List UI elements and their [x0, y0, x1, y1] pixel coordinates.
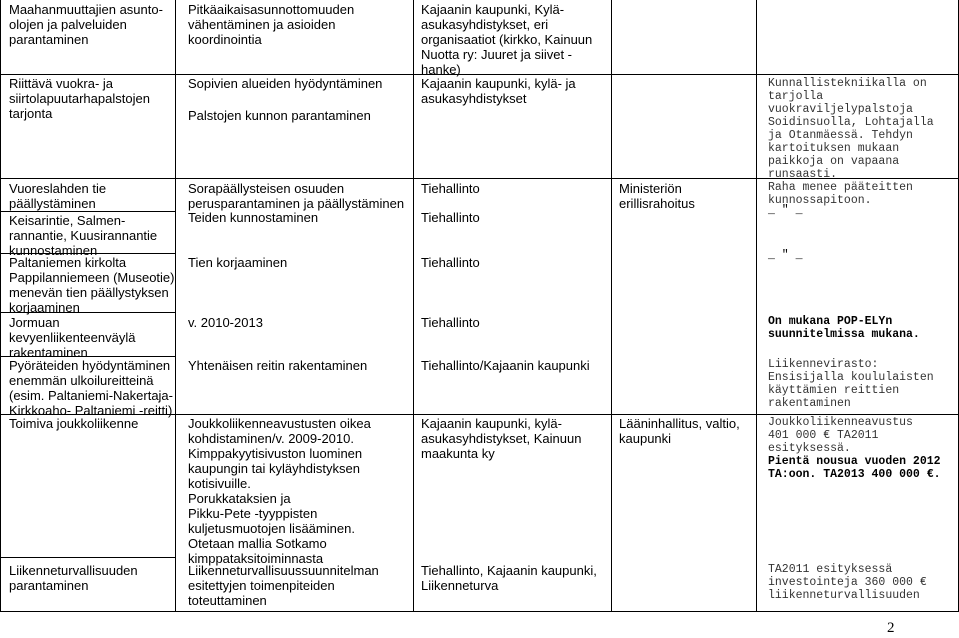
cell-action: Palstojen kunnon parantaminen: [188, 108, 371, 123]
row-divider: [0, 557, 175, 558]
cell-responsible: Tiehallinto: [421, 255, 480, 270]
cell-funding: Lääninhallitus, valtio, kaupunki: [619, 416, 740, 446]
table-border-bottom: [0, 611, 959, 612]
cell-note: Liikennevirasto: Ensisijalla koululaisten käyttämien reittien rakentaminen: [768, 358, 934, 410]
table-border-left: [0, 0, 1, 612]
cell-note-ditto: _ " _: [768, 204, 803, 217]
page-number: 2: [887, 620, 895, 636]
cell-note: TA2011 esityksessä investointeja 360 000 € liikenneturvallisuuden: [768, 563, 927, 602]
cell-objective: Liikenneturvallisuuden parantaminen: [9, 563, 138, 593]
column-divider-3: [611, 0, 612, 612]
cell-responsible: Tiehallinto: [421, 315, 480, 330]
cell-note: Raha menee pääteitten kunnossapitoon.: [768, 181, 913, 207]
cell-action: Tien korjaaminen: [188, 255, 288, 270]
cell-responsible: Tiehallinto: [421, 210, 480, 225]
column-divider-4: [756, 0, 757, 612]
cell-action: Yhtenäisen reitin rakentaminen: [188, 358, 368, 373]
cell-action: v. 2010-2013: [188, 315, 263, 330]
row-divider: [0, 211, 175, 212]
cell-objective: Toimiva joukkoliikenne: [9, 416, 139, 431]
column-divider-2: [413, 0, 414, 612]
column-divider-1: [175, 0, 176, 612]
cell-objective: Paltaniemen kirkolta Pappilanniemeen (Museotie) menevän tien päällystyksen korjaaminen: [9, 255, 175, 315]
cell-action: Sorapäällysteisen osuuden perusparantaminen ja päällystäminen: [188, 181, 405, 211]
cell-objective: Keisarintie, Salmen- rannantie, Kuusirannantie kunnostaminen: [9, 213, 158, 258]
cell-note: Kunnallistekniikalla on tarjolla vuokraviljelypalstoja Soidinsuolla, Lohtajalla ja Otanmäessä. Tehdyn kartoituksen mukaan paikkoja on vapaana runsaasti.: [768, 77, 934, 181]
cell-responsible: Kajaanin kaupunki, kylä- ja asukasyhdistykset: [421, 76, 576, 106]
cell-responsible: Tiehallinto: [421, 181, 480, 196]
cell-responsible: Kajaanin kaupunki, Kylä- asukasyhdistykset, eri organisaatiot (kirkko, Kainuun Nuotta ry: Juuret ja siivet - hanke): [421, 2, 593, 77]
cell-objective: Maahanmuuttajien asunto- olojen ja palveluiden parantaminen: [9, 2, 163, 47]
cell-objective: Jormuan kevyenliikenteenväylä rakentaminen: [9, 315, 136, 360]
cell-responsible: Tiehallinto, Kajaanin kaupunki, Liikenneturva: [421, 563, 597, 593]
cell-action: Liikenneturvallisuussuunnitelman esitettyjen toimenpiteiden toteuttaminen: [188, 563, 379, 608]
cell-objective: Pyöräteiden hyödyntäminen enemmän ulkoilureitteinä (esim. Paltaniemi-Nakertaja- Kirkkoaho- Paltaniemi -reitti): [9, 358, 173, 418]
cell-responsible: Tiehallinto/Kajaanin kaupunki: [421, 358, 590, 373]
cell-objective: Riittävä vuokra- ja siirtolapuutarhapalstojen tarjonta: [9, 76, 150, 121]
cell-note: Joukkoliikenneavustus 401 000 € TA2011 esityksessä.: [768, 416, 913, 455]
cell-action: Teiden kunnostaminen: [188, 210, 319, 225]
cell-note-ditto: _ " _: [768, 249, 803, 262]
cell-note-bold: Pientä nousua vuoden 2012 TA:oon. TA2013 400 000 €.: [768, 455, 941, 481]
cell-objective: Vuoreslahden tie päällystäminen: [9, 181, 107, 211]
cell-note: On mukana POP-ELYn suunnitelmissa mukana.: [768, 315, 920, 341]
cell-responsible: Kajaanin kaupunki, kylä- asukasyhdistykset, Kainuun maakunta ky: [421, 416, 582, 461]
cell-action: Pitkäaikaisasunnottomuuden vähentäminen ja asioiden koordinointia: [188, 2, 355, 47]
cell-action: Sopivien alueiden hyödyntäminen: [188, 76, 383, 91]
cell-funding: Ministeriön erillisrahoitus: [619, 181, 695, 211]
cell-action: Joukkoliikenneavustusten oikea kohdistaminen/v. 2009-2010. Kimppakyytisivuston luominen kaupungin tai kyläyhdistyksen kotisivuille. Porukkataksien ja Pikku-Pete -tyyppisten kuljetusmuotojen lisääminen. Otetaan mallia Sotkamo kimppataksitoiminnasta: [188, 416, 371, 566]
